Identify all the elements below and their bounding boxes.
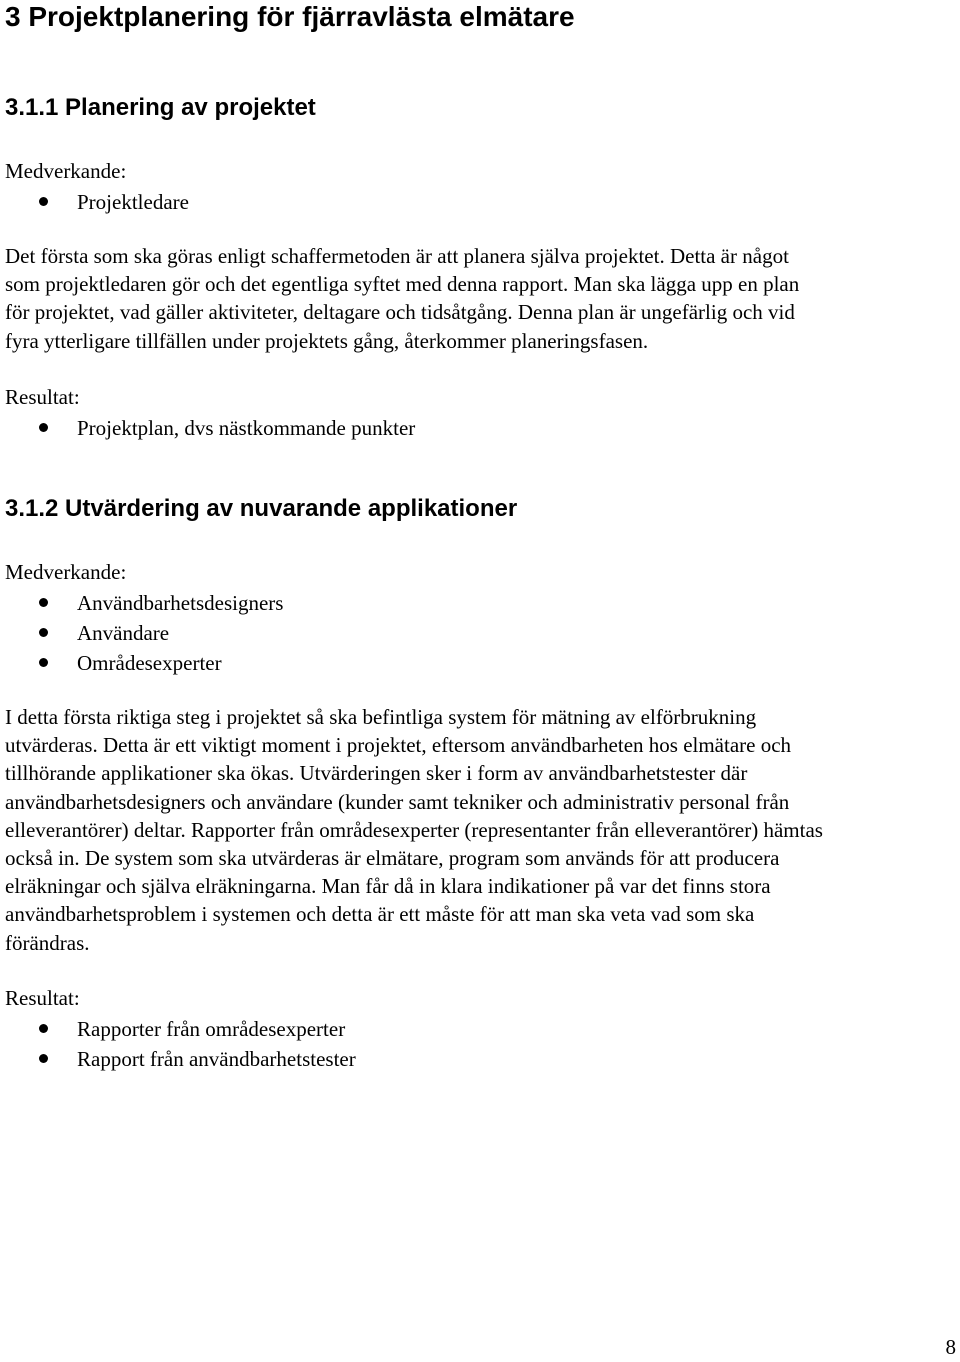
result-label: Resultat: xyxy=(5,385,80,409)
list-item: Användare xyxy=(0,618,283,648)
list-item: Områdesexperter xyxy=(0,648,283,678)
bullet-icon xyxy=(39,423,48,432)
paragraph-line: för projektet, vad gäller aktiviteter, deltagare och tidsåtgång. Denna plan är ungefärlig och vid xyxy=(5,300,795,325)
paragraph-line: Det första som ska göras enligt schaffermetoden är att planera själva projektet. Detta är något xyxy=(5,244,789,268)
result-label: Resultat: xyxy=(5,986,80,1010)
results-list xyxy=(0,413,415,443)
paragraph-line: fyra ytterligare tillfällen under projektets gång, återkommer planeringsfasen. xyxy=(5,328,649,353)
section-heading-utvardering: 3.1.2 Utvärdering av nuvarande applikationer xyxy=(5,495,518,522)
paragraph-line: tillhörande applikationer ska ökas. Utvärderingen sker i form av användbarhetstester där xyxy=(5,761,748,786)
body-paragraph xyxy=(5,242,957,355)
bullet-icon xyxy=(39,598,48,607)
list-item: Rapport från användbarhetstester xyxy=(0,1044,356,1074)
section-heading-planering: 3.1.1 Planering av projektet xyxy=(5,94,316,121)
participants-list xyxy=(0,187,189,217)
bullet-icon xyxy=(39,1024,48,1033)
page-number: 8 xyxy=(945,1335,956,1359)
bullet-icon xyxy=(39,1054,48,1063)
bullet-icon xyxy=(39,197,48,206)
participants-list xyxy=(0,588,283,678)
paragraph-line: utvärderas. Detta är ett viktigt moment i projektet, eftersom användbarheten hos elmätare och xyxy=(5,733,792,758)
participants-label: Medverkande: xyxy=(5,159,127,183)
bullet-icon xyxy=(39,628,48,637)
paragraph-line: också in. De system som ska utvärderas är elmätare, program som används för att producera xyxy=(5,846,780,871)
paragraph-line: användbarhetsproblem i systemen och detta är ett måste för att man ska veta vad som ska xyxy=(5,902,755,927)
paragraph-line: användbarhetsdesigners och användare (kunder samt tekniker och administrativ personal från xyxy=(5,789,790,814)
results-list xyxy=(0,1014,356,1074)
paragraph-line: I detta första riktiga steg i projektet så ska befintliga system för mätning av elförbrukning xyxy=(5,705,757,729)
participants-label: Medverkande: xyxy=(5,560,127,584)
list-item: Rapporter från områdesexperter xyxy=(0,1014,356,1044)
list-item: Användbarhetsdesigners xyxy=(0,588,283,618)
bullet-icon xyxy=(39,658,48,667)
body-paragraph xyxy=(5,703,957,957)
paragraph-line: elräkningar och själva elräkningarna. Man får då in klara indikationer på var det finns stora xyxy=(5,874,771,899)
paragraph-line: elleverantörer) deltar. Rapporter från områdesexperter (representanter från elleverantörer) hämtas xyxy=(5,817,823,842)
paragraph-line: som projektledaren gör och det egentliga syftet med denna rapport. Man ska lägga upp en plan xyxy=(5,272,800,297)
list-item: Projektledare xyxy=(0,187,189,217)
paragraph-line: förändras. xyxy=(5,930,90,955)
chapter-heading: 3 Projektplanering för fjärravlästa elmätare xyxy=(5,1,575,32)
list-item: Projektplan, dvs nästkommande punkter xyxy=(0,413,415,443)
